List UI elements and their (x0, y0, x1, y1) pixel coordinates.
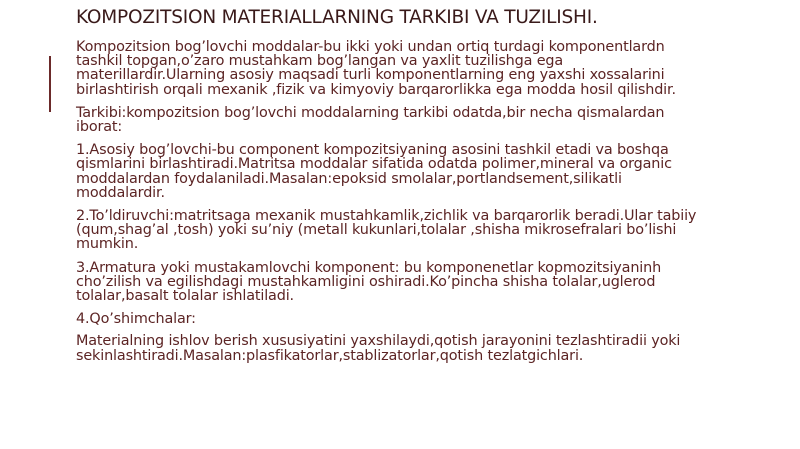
paragraph-additives: Materialning ishlov berish xususiyatini yaxshilaydi,qotish jarayonini tezlashtiradii yoki sekinlashtiradi.Masalan:plasfikatorlar,stablizatorlar,qotish tezlatgichlari. (76, 333, 681, 364)
paragraph-reinforcement: 3.Armatura yoki mustakamlovchi komponent: bu komponenetlar kopmozitsiyaninh cho’zilish va egilishdagi mustahkamligini oshiradi.Ko’pincha shisha tolalar,uglerod tolalar,basalt tolalar ishlatiladi. (76, 259, 662, 305)
slide-title: KOMPOZITSION MATERIALLARNING TARKIBI VA TUZILISHI. (76, 7, 598, 28)
slide-body (76, 40, 776, 372)
paragraph-main-binder: 1.Asosiy bog’lovchi-bu component kompozitsiyaning asosini tashkil etadi va boshqa qismlarini birlashtiradi.Matritsa moddalar sifatida odatda polimer,mineral va organic moddalardan foydalaniladi.Masalan:epoksid smolalar,portlandsement,silikatli moddalardir. (76, 142, 672, 201)
paragraph-additives-heading: 4.Qo’shimchalar: (76, 311, 196, 328)
paragraph-definition: Kompozitsion bog’lovchi moddalar-bu ikki yoki undan ortiq turdagi komponentlardn tashkil topgan,o’zaro mustahkam bog’langan va yaxlit tuzilishga ega materillardir.Ularning asosiy maqsadi turli komponentlarning eng yaxshi xossalarini birlashtirish orqali mexanik ,fizik va kimyoviy barqarorlikka ega modda hosil qilishdir. (76, 39, 676, 98)
accent-bar (49, 56, 51, 112)
paragraph-composition-intro: Tarkibi:kompozitsion bog’lovchi moddalarning tarkibi odatda,bir necha qismalardan iborat: (76, 104, 665, 136)
paragraph-filler: 2.To’ldiruvchi:matritsaga mexanik mustahkamlik,zichlik va barqarorlik beradi.Ular tabiiy (qum,shag’al ,tosh) yoki su’niy (metall kukunlari,tolalar ,shisha mikrosefralari bo’lishi mumkin. (76, 208, 697, 253)
